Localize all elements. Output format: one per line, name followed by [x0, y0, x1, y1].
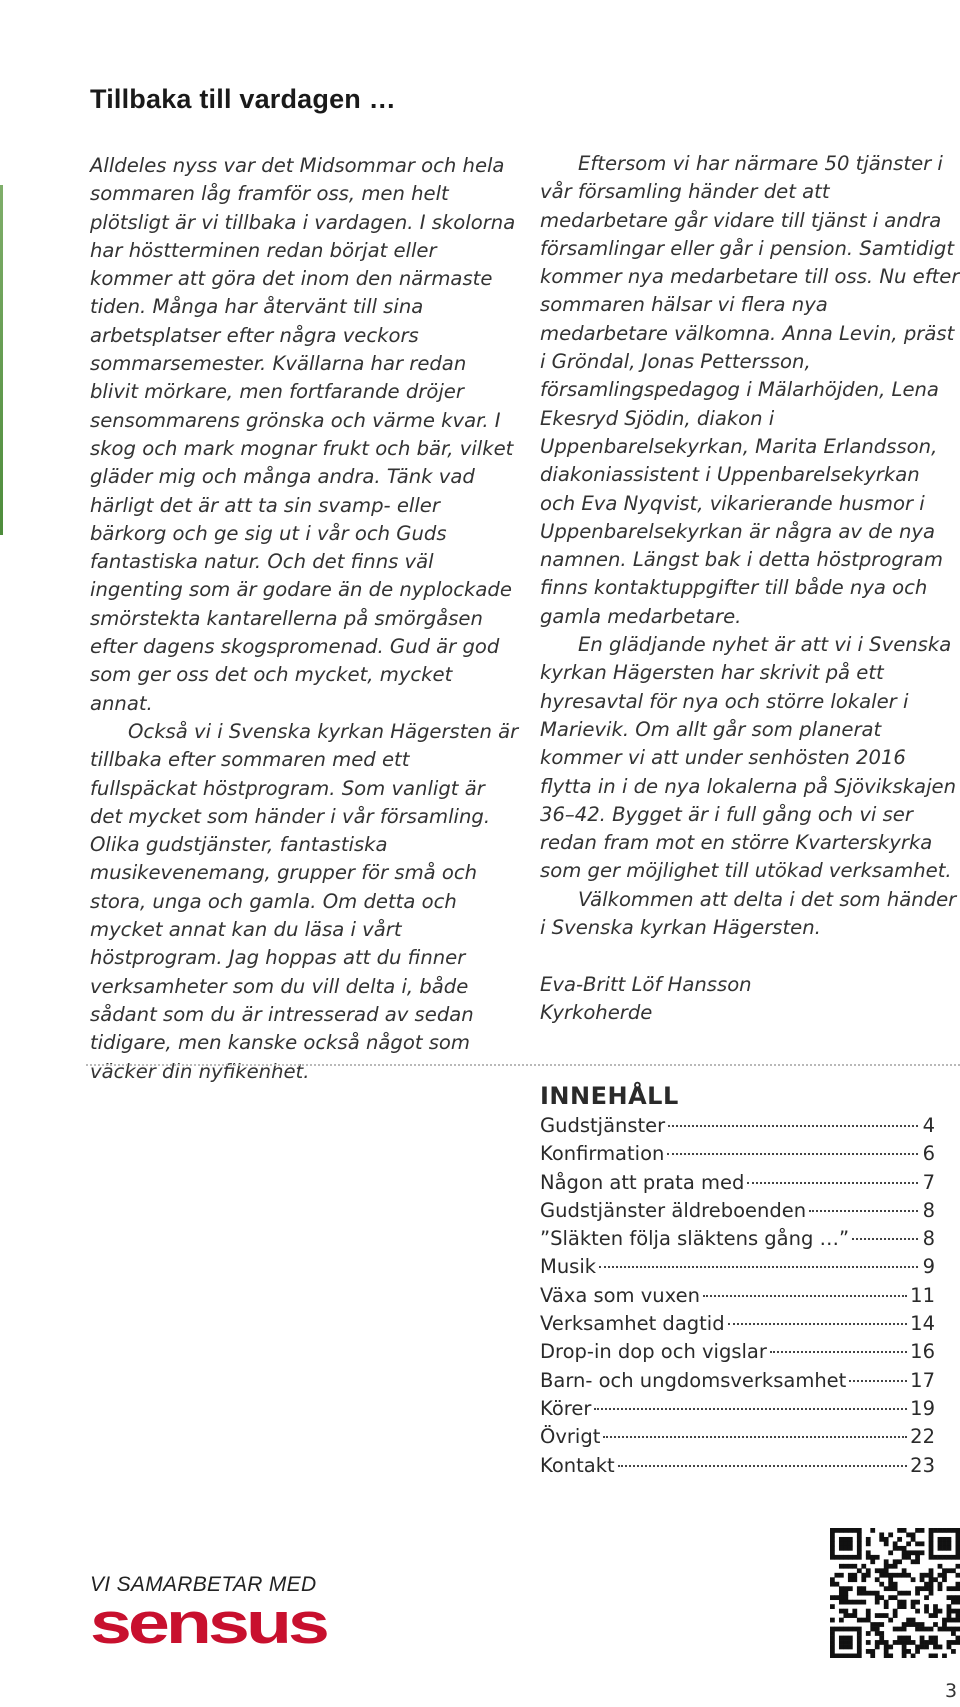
toc-row[interactable]	[540, 1140, 935, 1168]
toc-label: ”Släkten följa släktens gång …”	[540, 1227, 850, 1251]
toc-row[interactable]	[540, 1282, 935, 1310]
toc-label: Verksamhet dagtid	[540, 1312, 725, 1336]
toc-label: Övrigt	[540, 1425, 601, 1449]
toc-label: Någon att prata med	[540, 1170, 745, 1194]
toc-leader-dots	[703, 1295, 907, 1297]
partner-block	[90, 1573, 330, 1655]
toc-page-number: 17	[910, 1368, 935, 1392]
toc-page-number: 4	[922, 1114, 935, 1137]
signature-role: Kyrkoherde	[540, 1001, 653, 1025]
toc-leader-dots	[618, 1465, 908, 1467]
toc-row[interactable]	[540, 1338, 935, 1366]
partner-label: VI SAMARBETAR MED	[90, 1573, 317, 1596]
page-title: Tillbaka till vardagen …	[90, 84, 396, 114]
toc-page-number: 6	[922, 1142, 935, 1166]
toc-row[interactable]	[540, 1112, 935, 1140]
article-paragraph: Välkommen att delta i det som händer i Svenska kyrkan Hägersten.	[540, 887, 957, 940]
toc-leader-dots	[770, 1351, 907, 1353]
toc-row[interactable]	[540, 1197, 935, 1225]
edge-photo-strip	[0, 185, 3, 535]
article-paragraph: Också vi i Svenska kyrkan Hägersten är tillbaka efter sommaren med ett fullspäckat höstprogram. Som vanligt är det mycket som händer i vår församling. Olika gudstjänster, fantastiska musikevenemang, grupper för små och stora, unga och gamla. Om detta och mycket annat kan du läsa i vårt höstprogram. Jag hoppas att du finner verksamheter som du vill delta i, både sådant som du är intresserad av sedan tidigare, men kanske också något som väcker din nyfikenhet.	[90, 719, 519, 1083]
toc-leader-dots	[849, 1380, 907, 1382]
toc-page-number: 14	[910, 1312, 935, 1336]
toc-label: Konfirmation	[540, 1142, 665, 1166]
section-divider	[86, 1064, 960, 1066]
toc-leader-dots	[667, 1153, 918, 1155]
toc-page-number: 22	[910, 1425, 935, 1449]
toc-label: Gudstjänster	[540, 1114, 666, 1137]
toc-list	[540, 1112, 935, 1480]
page-number: 3	[945, 1680, 958, 1702]
toc-leader-dots	[594, 1408, 907, 1410]
toc-row[interactable]	[540, 1423, 935, 1451]
toc-page-number: 16	[910, 1340, 935, 1364]
toc-heading: INNEHÅLL	[540, 1082, 679, 1110]
toc-row[interactable]	[540, 1452, 935, 1480]
toc-row[interactable]	[540, 1310, 935, 1338]
toc-leader-dots	[809, 1210, 918, 1212]
toc-row[interactable]	[540, 1395, 935, 1423]
qr-code[interactable]	[830, 1528, 960, 1662]
toc-page-number: 11	[910, 1283, 935, 1307]
toc-leader-dots	[852, 1238, 918, 1240]
toc-leader-dots	[603, 1436, 907, 1438]
toc-row[interactable]	[540, 1253, 935, 1281]
article-paragraph: Alldeles nyss var det Midsommar och hela sommaren låg framför oss, men helt plötsligt är vi tillbaka i vardagen. I skolorna har höstterminen redan börjat eller kommer att göra det inom den närmaste tiden. Många har återvänt till sina arbetsplatser efter några veckors sommarsemester. Kvällarna har redan blivit mörkare, men fortfarande dröjer sensommarens grönska och värme kvar. I skog och mark mognar frukt och bär, vilket gläder mig och många andra. Tänk vad härligt det är att ta sin svamp- eller bärkorg och ge sig ut i vår och Guds fantastiska natur. Och det finns väl ingenting som är godare än de nyplockade smörstekta kantarellerna på smörgåsen efter dagens skogspromenad. Gud är god som ger oss det och mycket, mycket annat.	[90, 154, 516, 715]
toc-row[interactable]	[540, 1367, 935, 1395]
toc-leader-dots	[728, 1323, 908, 1325]
toc-label: Drop-in dop och vigslar	[540, 1340, 767, 1364]
article-left-column	[90, 152, 520, 1086]
toc-label: Gudstjänster äldreboenden	[540, 1198, 807, 1222]
signature-block	[540, 971, 752, 1028]
toc-leader-dots	[668, 1125, 918, 1127]
table-of-contents	[540, 1082, 935, 1480]
article-right-column	[540, 150, 960, 942]
svg-text:sensus: sensus	[90, 1599, 327, 1651]
toc-label: Körer	[540, 1396, 592, 1420]
sensus-logo	[90, 1599, 330, 1655]
toc-label: Musik	[540, 1255, 597, 1279]
toc-label: Kontakt	[540, 1453, 615, 1477]
toc-row[interactable]	[540, 1169, 935, 1197]
signature-name: Eva-Britt Löf Hansson	[540, 973, 752, 996]
toc-label: Växa som vuxen	[540, 1283, 700, 1307]
toc-label: Barn- och ungdomsverksamhet	[540, 1368, 847, 1392]
toc-leader-dots	[747, 1182, 918, 1184]
toc-page-number: 19	[910, 1396, 935, 1420]
article-paragraph: En glädjande nyhet är att vi i Svenska kyrkan Hägersten har skrivit på ett hyresavtal för nya och större lokaler i Marievik. Om allt går som planerat kommer vi att under senhösten 2016 flytta in i de nya lokalerna på Sjövikskajen 36–42. Bygget är i full gång och vi ser redan fram mot en större Kvarterskyrka som ger möjlighet till utökad verksamhet.	[540, 633, 956, 883]
article-paragraph: Eftersom vi har närmare 50 tjänster i vår församling händer det att medarbetare går vidare till tjänst i andra församlingar eller går i pension. Samtidigt kommer nya medarbetare till oss. Nu efter sommaren hälsar vi flera nya medarbetare välkomna. Anna Levin, präst i Gröndal, Jonas Pettersson, församlingspedagog i Mälarhöjden, Lena Ekesryd Sjödin, diakon i Uppenbarelsekyrkan, Marita Erlandsson, diakoniassistent i Uppenbarelsekyrkan och Eva Nyqvist, vikarierande husmor i Uppenbarelsekyrkan är några av de nya namnen. Längst bak i detta höstprogram finns kontaktuppgifter till både nya och gamla medarbetare.	[540, 152, 960, 628]
toc-page-number: 8	[922, 1227, 935, 1251]
toc-page-number: 7	[922, 1170, 935, 1194]
toc-row[interactable]	[540, 1225, 935, 1253]
toc-page-number: 8	[922, 1198, 935, 1222]
toc-page-number: 23	[910, 1453, 935, 1477]
toc-leader-dots	[599, 1266, 918, 1268]
toc-page-number: 9	[922, 1255, 935, 1279]
